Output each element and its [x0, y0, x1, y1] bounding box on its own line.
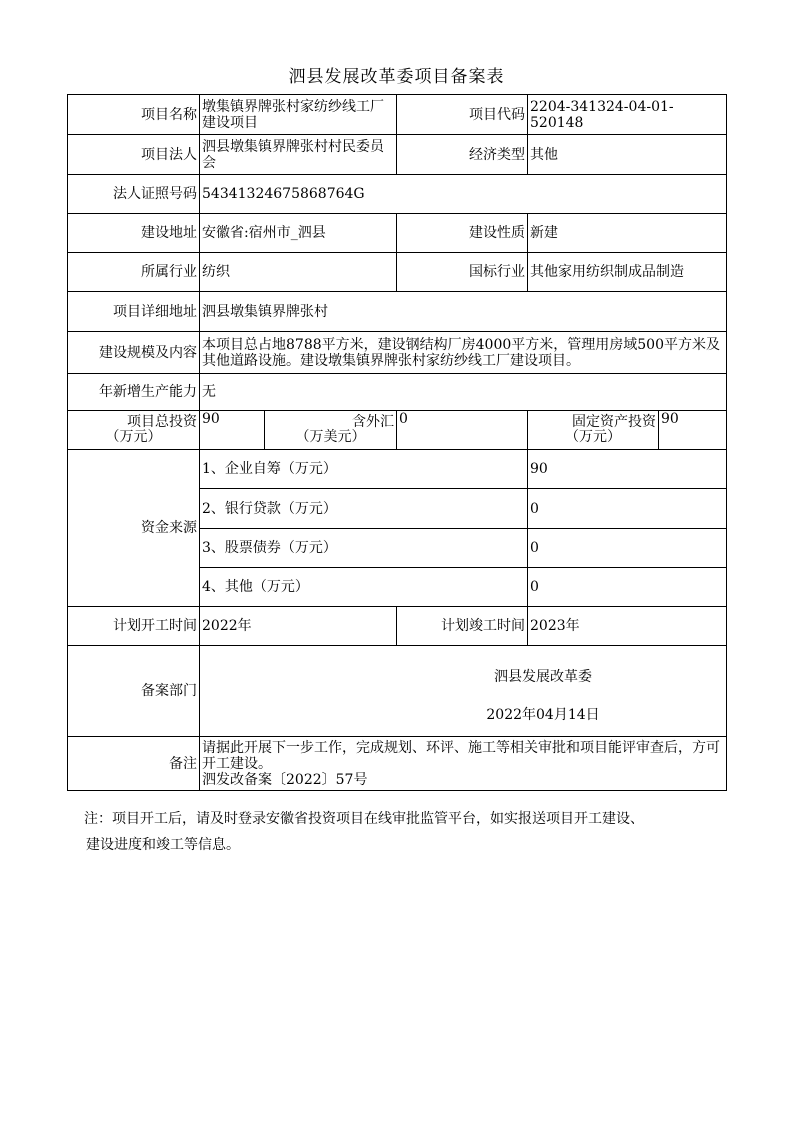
label-dept: 备案部门 — [68, 646, 200, 737]
value-fixed-invest: 90 — [659, 411, 727, 450]
label-forex-line1: 含外汇 — [352, 414, 394, 430]
page-title: 泗县发展改革委项目备案表 — [288, 67, 505, 87]
value-capacity: 无 — [200, 374, 727, 411]
funding-item-name: 2、银行贷款（万元） — [200, 489, 528, 529]
row-industry — [68, 253, 727, 292]
label-detail-address: 项目详细地址 — [68, 292, 200, 332]
funding-item-value: 90 — [528, 450, 727, 489]
value-detail-address: 泗县墩集镇界牌张村 — [200, 292, 727, 332]
footer-note — [86, 806, 726, 858]
dept-cell — [200, 646, 727, 737]
label-total-invest-line2: （万元） — [105, 429, 162, 445]
dept-date: 2022年04月14日 — [486, 707, 600, 723]
row-detail-address — [68, 292, 727, 332]
label-legal-person: 项目法人 — [68, 135, 200, 175]
value-build-address: 安徽省:宿州市_泗县 — [200, 214, 397, 253]
filing-form-table — [67, 94, 727, 791]
row-build-address — [68, 214, 727, 253]
row-legal-person — [68, 135, 727, 175]
funding-item-value: 0 — [528, 529, 727, 568]
label-build-nature: 建设性质 — [397, 214, 528, 253]
remark-filing-number: 泗发改备案〔2022〕57号 — [202, 771, 368, 788]
label-fixed-invest-line2: （万元） — [565, 429, 621, 445]
value-end-time: 2023年 — [528, 607, 727, 646]
funding-item-value: 0 — [528, 568, 727, 607]
label-funding: 资金来源 — [68, 450, 200, 607]
dept-name: 泗县发展改革委 — [494, 669, 592, 685]
value-project-code: 2204-341324-04-01-520148 — [528, 95, 727, 135]
footer-note-line2: 建设进度和竣工等信息。 — [86, 837, 240, 853]
label-scale: 建设规模及内容 — [68, 332, 200, 374]
value-economic-type: 其他 — [528, 135, 727, 175]
row-schedule — [68, 607, 727, 646]
label-remark: 备注 — [68, 737, 200, 791]
row-funding-1 — [68, 450, 727, 489]
label-project-name: 项目名称 — [68, 95, 200, 135]
value-industry: 纺织 — [200, 253, 397, 292]
value-start-time: 2022年 — [200, 607, 397, 646]
row-remark — [68, 737, 727, 791]
row-license — [68, 175, 727, 214]
funding-item-name: 1、企业自筹（万元） — [200, 450, 528, 489]
value-project-name: 墩集镇界牌张村家纺纱线工厂建设项目 — [200, 95, 397, 135]
funding-item-name: 3、股票债券（万元） — [200, 529, 528, 568]
value-total-invest: 90 — [200, 411, 265, 450]
row-investment — [68, 411, 727, 450]
label-total-invest — [68, 411, 200, 450]
label-end-time: 计划竣工时间 — [397, 607, 528, 646]
label-license-no: 法人证照号码 — [68, 175, 200, 214]
footer-note-line1: 注：项目开工后，请及时登录安徽省投资项目在线审批监管平台，如实报送项目开工建设、 — [84, 811, 644, 827]
label-national-industry: 国标行业 — [397, 253, 528, 292]
label-start-time: 计划开工时间 — [68, 607, 200, 646]
row-scale — [68, 332, 727, 374]
row-dept — [68, 646, 727, 737]
value-scale: 本项目总占地8788平方米，建设钢结构厂房4000平方米，管理用房域500平方米及其他道路设施。建设墩集镇界牌张村家纺纱线工厂建设项目。 — [200, 332, 727, 374]
row-project-name — [68, 95, 727, 135]
value-forex: 0 — [397, 411, 528, 450]
value-build-nature: 新建 — [528, 214, 727, 253]
remark-cell — [200, 737, 727, 791]
remark-text: 请据此开展下一步工作，完成规划、环评、施工等相关审批和项目能评审查后，方可开工建设。 — [202, 739, 720, 772]
label-fixed-invest — [528, 411, 659, 450]
label-industry: 所属行业 — [68, 253, 200, 292]
label-build-address: 建设地址 — [68, 214, 200, 253]
value-legal-person: 泗县墩集镇界牌张村村民委员会 — [200, 135, 397, 175]
label-fixed-invest-line1: 固定资产投资 — [572, 414, 656, 430]
label-economic-type: 经济类型 — [397, 135, 528, 175]
funding-item-value: 0 — [528, 489, 727, 529]
label-forex-line2: （万美元） — [295, 429, 366, 445]
label-project-code: 项目代码 — [397, 95, 528, 135]
funding-item-name: 4、其他（万元） — [200, 568, 528, 607]
label-total-invest-line1: 项目总投资 — [127, 414, 197, 430]
row-capacity — [68, 374, 727, 411]
value-license-no: 54341324675868764G — [200, 175, 727, 214]
label-capacity: 年新增生产能力 — [68, 374, 200, 411]
value-national-industry: 其他家用纺织制成品制造 — [528, 253, 727, 292]
label-forex — [265, 411, 397, 450]
